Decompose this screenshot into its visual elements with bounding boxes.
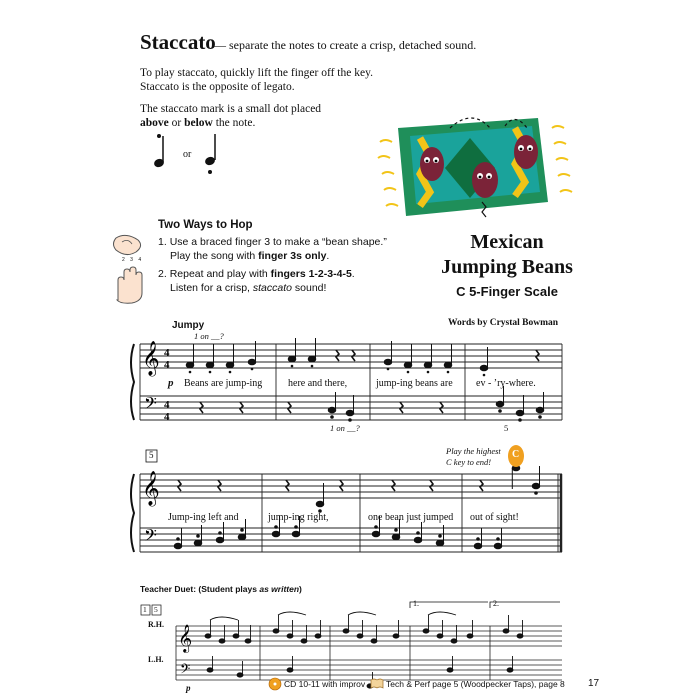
way-1-line-2-post: .	[326, 249, 330, 262]
svg-text:𝄞: 𝄞	[178, 624, 193, 652]
intro-line-2: Staccato is the opposite of legato.	[140, 81, 295, 93]
second-ending: 2.	[493, 599, 499, 608]
page-title: Staccato	[140, 30, 216, 54]
bass-clef-icon: 𝄢	[144, 393, 157, 417]
page-number: 17	[588, 678, 600, 689]
treble-clef-icon-2: 𝄞	[142, 471, 160, 506]
svg-text:𝄢: 𝄢	[180, 661, 191, 680]
svg-text:4: 4	[164, 347, 170, 359]
song-subtitle: C 5-Finger Scale	[456, 284, 558, 299]
way-2-line-2-pre: Listen for a crisp,	[170, 281, 253, 294]
bass-clef-icon-2: 𝄢	[144, 525, 157, 549]
lyric-2-1: Jump-ing left and	[168, 512, 239, 523]
duet-box-1: 1	[143, 605, 147, 614]
left-hand-label: L.H.	[148, 655, 164, 664]
dynamic-piano: p	[168, 377, 174, 389]
two-ways-heading: Two Ways to Hop	[158, 219, 253, 231]
duet-box-5: 5	[154, 605, 158, 614]
highest-c-line-2: C key to end!	[446, 457, 492, 467]
lyric-1-1: Beans are jump-ing	[184, 378, 263, 389]
way-1-finger-3s: finger 3s only	[258, 249, 327, 262]
mark-line-1: The staccato mark is a small dot placed	[140, 103, 322, 115]
highest-c-line-1: Play the highest	[446, 446, 501, 456]
way-2-fingers: fingers 1-2-3-4-5	[270, 268, 352, 280]
intro-line-1: To play staccato, quickly lift the finger off the key.	[140, 67, 373, 79]
way-2-number: 2.	[158, 268, 167, 280]
treble-clef-icon: 𝄞	[142, 341, 160, 376]
song-title-line-2: Jumping Beans	[441, 256, 573, 278]
lyric-2-2: jump-ing right,	[268, 512, 329, 523]
lyric-1-3: jump-ing beans are	[376, 378, 453, 389]
way-2-line-1-post: .	[351, 268, 355, 280]
duet-dynamic: p	[186, 683, 191, 693]
measure-number-box: 5	[149, 450, 154, 460]
cd-reference: CD 10-11 with improv	[284, 679, 366, 689]
word-above: above	[140, 117, 169, 129]
tech-perf-reference: Tech & Perf page 5 (Woodpecker Taps), page 8	[386, 679, 565, 689]
way-1-number: 1.	[158, 236, 167, 248]
right-hand-label: R.H.	[148, 620, 164, 629]
finger-hint-top: 1 on __?	[194, 331, 224, 341]
finger-numbers: 2 3 4	[122, 257, 144, 263]
lyricist-credit: Words by Crystal Bowman	[448, 318, 559, 328]
lyric-1-2: here and there,	[288, 378, 348, 389]
cd-icon	[268, 677, 282, 691]
tempo-marking: Jumpy	[172, 320, 205, 331]
c-badge-label: C	[512, 449, 520, 460]
lyric-1-4: ev - ’ry-where.	[476, 378, 536, 389]
svg-text:4: 4	[164, 411, 170, 423]
first-ending: 1.	[413, 599, 419, 608]
way-2-line-2-post: sound!	[291, 281, 327, 294]
word-below: below	[184, 117, 213, 129]
song-title-line-1: Mexican	[470, 231, 544, 253]
way-2-staccato: staccato	[252, 281, 292, 294]
duet-heading-pre: Teacher Duet: (Student plays	[140, 584, 260, 594]
lyric-2-3: one bean just jumped	[368, 512, 454, 523]
word-or: or	[168, 117, 185, 129]
svg-text:4: 4	[164, 399, 170, 411]
duet-heading-ital: as written	[259, 584, 300, 594]
or-label: or	[183, 149, 192, 160]
duet-heading-post: )	[299, 584, 302, 594]
title-description: — separate the notes to create a crisp, detached sound.	[214, 38, 477, 52]
way-2-line-1-pre: Repeat and play with	[169, 268, 271, 280]
finger-hint-bottom: 1 on __?	[330, 423, 360, 433]
way-1-line-1: Use a braced finger 3 to make a “bean shape.”	[169, 236, 387, 248]
way-1-line-2-pre: Play the song with	[170, 249, 259, 262]
book-icon	[370, 677, 384, 689]
finger-number-5: 5	[504, 423, 509, 433]
svg-text:4: 4	[164, 359, 170, 371]
mark-tail: the note.	[212, 117, 256, 129]
lyric-2-4: out of sight!	[470, 512, 519, 523]
